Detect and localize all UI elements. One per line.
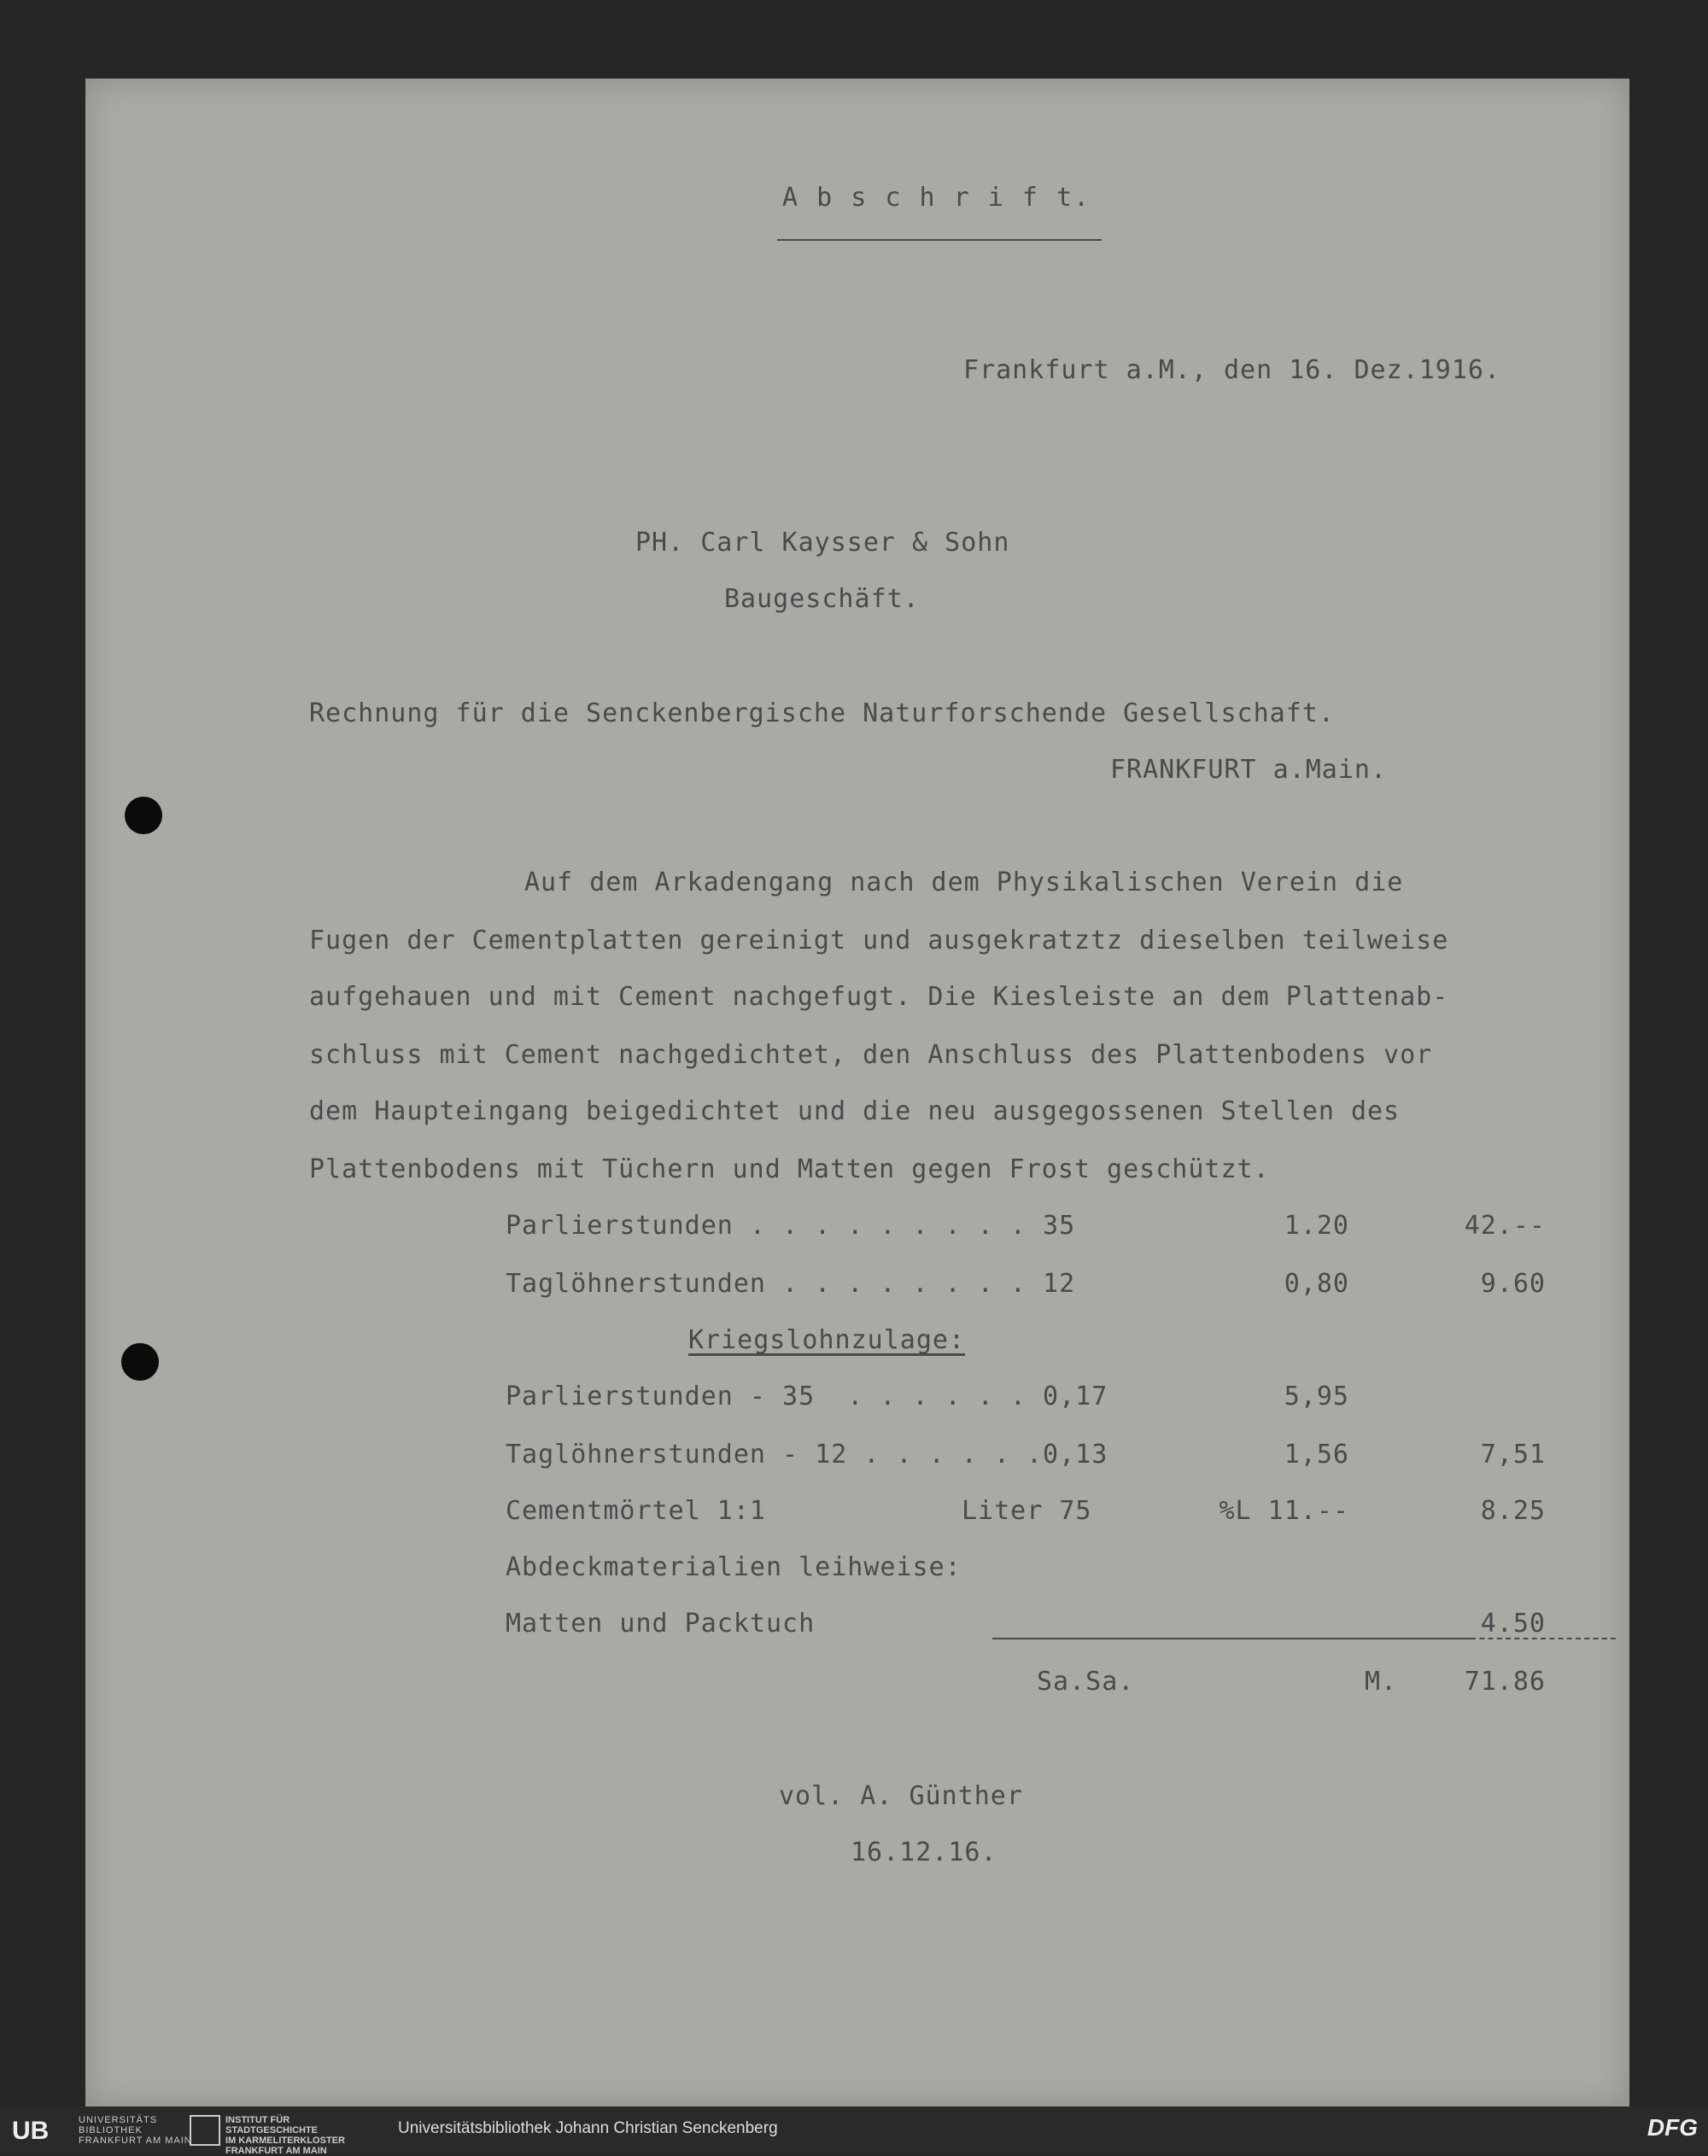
sender-business: Baugeschäft. [724,584,920,614]
item-amount: 8.25 [1480,1496,1546,1526]
item-amount: 4.50 [1480,1609,1546,1639]
heading-underline [777,239,1102,241]
ub-logo: UB [12,2117,50,2145]
item-rate: 1.20 [1284,1211,1349,1241]
sum-rule-tail [1471,1638,1616,1639]
item-label: Matten und Packtuch [506,1609,816,1639]
item-label: Taglöhnerstunden . . . . . . . . 12 [506,1269,1076,1299]
institute-logo-text: INSTITUT FÜR STADTGESCHICHTE IM KARMELITERKLOSTER FRANKFURT AM MAIN [225,2115,345,2156]
total-currency: M. [1365,1667,1398,1697]
institute-logo-icon [190,2115,220,2146]
item-unit: Liter 75 [962,1496,1092,1526]
item-amount: 9.60 [1480,1269,1546,1299]
sender-name: PH. Carl Kaysser & Sohn [635,528,1010,558]
library-name: Universitätsbibliothek Johann Christian Senckenberg [398,2119,778,2137]
signature-date: 16.12.16. [851,1838,997,1867]
signature: vol. A. Günther [779,1781,1023,1811]
body-line: Auf dem Arkadengang nach dem Physikalischen Verein die [524,868,1404,897]
item-rate: 0,80 [1284,1269,1349,1299]
dfg-logo: DFG [1647,2114,1698,2141]
item-amount: 42.-- [1464,1211,1546,1241]
recipient-city: FRANKFURT a.Main. [1110,755,1388,785]
body-line: dem Haupteingang beigedichtet und die neu ausgegossenen Stellen des [309,1096,1401,1126]
total-label: Sa.Sa. [1037,1667,1135,1697]
item-label: Parlierstunden - 35 . . . . . . 0,17 [506,1382,1108,1411]
punch-hole [125,797,162,834]
footer-bar [0,2106,1708,2154]
item-label: Cementmörtel 1:1 [506,1496,766,1526]
document-heading: A b s c h r i f t. [782,183,1091,213]
body-line: Plattenbodens mit Tüchern und Matten gegen Frost geschützt. [309,1154,1270,1184]
body-line: aufgehauen und mit Cement nachgefugt. Die Kiesleiste an dem Plattenab- [309,982,1449,1012]
item-rate: %L 11.-- [1219,1496,1349,1526]
item-label: Parlierstunden . . . . . . . . . 35 [506,1211,1076,1241]
item-rate: 1,56 [1284,1440,1349,1469]
sum-rule [992,1638,1471,1639]
ub-logo-text: UNIVERSITÄTS BIBLIOTHEK FRANKFURT AM MAIN [79,2115,192,2146]
recipient-line: Rechnung für die Senckenbergische Naturforschende Gesellschaft. [309,698,1335,728]
item-rate: 5,95 [1284,1382,1349,1411]
war-supplement-heading: Kriegslohnzulage: [688,1325,966,1355]
body-line: schluss mit Cement nachgedichtet, den Anschluss des Plattenbodens vor [309,1040,1433,1070]
body-line: Fugen der Cementplatten gereinigt und ausgekratztz dieselben teilweise [309,926,1449,955]
item-label: Taglöhnerstunden - 12 . . . . . .0,13 [506,1440,1108,1469]
item-label: Abdeckmaterialien leihweise: [506,1552,962,1582]
punch-hole [121,1343,159,1381]
item-amount: 7,51 [1480,1440,1546,1469]
date-line: Frankfurt a.M., den 16. Dez.1916. [963,355,1501,385]
total-amount: 71.86 [1464,1667,1546,1697]
